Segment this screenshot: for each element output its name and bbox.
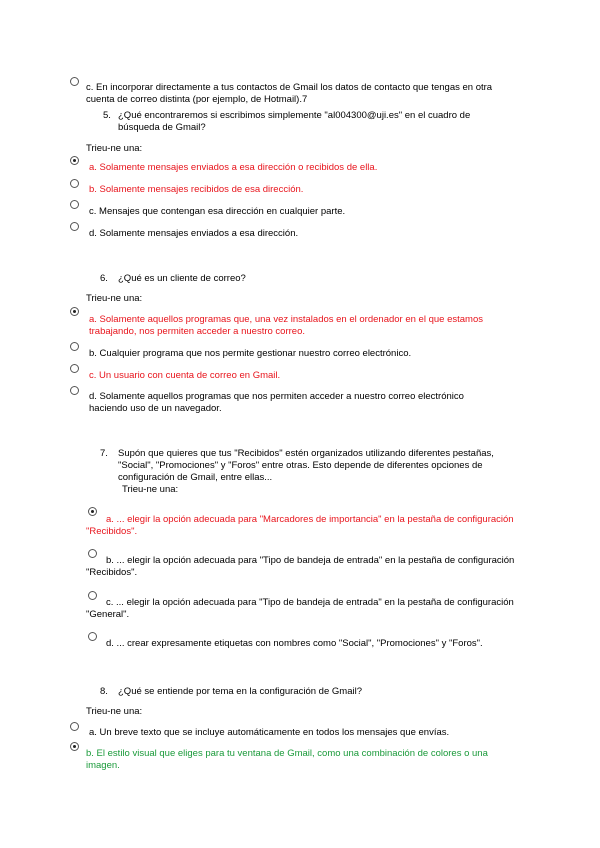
q8-radio-a[interactable] bbox=[70, 722, 79, 731]
q8-number: 8. bbox=[100, 686, 108, 697]
q5-radio-d[interactable] bbox=[70, 222, 79, 231]
q8-option-b: b. El estilo visual que eliges para tu ventana de Gmail, como una combinación de colores o una imagen. bbox=[86, 748, 488, 771]
q5-number: 5. bbox=[103, 110, 111, 121]
q6-radio-c[interactable] bbox=[70, 364, 79, 373]
q6-option-d: d. Solamente aquellos programas que nos permiten acceder a nuestro correo electrónico haciendo uso de un navegador. bbox=[89, 391, 464, 414]
q6-choose-label: Trieu-ne una: bbox=[86, 293, 143, 304]
q5-question: ¿Qué encontraremos si escribimos simplemente "al004300@uji.es" en el cuadro de búsqueda de Gmail? bbox=[118, 110, 471, 133]
q4-radio-c[interactable] bbox=[70, 77, 79, 86]
q5-radio-a[interactable] bbox=[70, 156, 79, 165]
q7-option-b: b. ... elegir la opción adecuada para "Tipo de bandeja de entrada" en la pestaña de configuración "Recibidos". bbox=[86, 555, 515, 578]
q6-number: 6. bbox=[100, 273, 108, 284]
q5-option-c: c. Mensajes que contengan esa dirección en cualquier parte. bbox=[89, 206, 346, 217]
q8-radio-b[interactable] bbox=[70, 742, 79, 751]
q5-option-a: a. Solamente mensajes enviados a esa dirección o recibidos de ella. bbox=[89, 162, 378, 173]
q8-option-a: a. Un breve texto que se incluye automáticamente en todos los mensajes que envías. bbox=[89, 727, 450, 738]
q5-radio-c[interactable] bbox=[70, 200, 79, 209]
q6-question: ¿Qué es un cliente de correo? bbox=[118, 273, 246, 284]
q4-option-c: c. En incorporar directamente a tus contactos de Gmail los datos de contacto que tengas en otra cuenta de correo distinta (por ejemplo, de Hotmail).7 bbox=[86, 82, 493, 105]
q5-choose-label: Trieu-ne una: bbox=[86, 143, 143, 154]
q6-radio-b[interactable] bbox=[70, 342, 79, 351]
q6-radio-a[interactable] bbox=[70, 307, 79, 316]
q7-choose-label: Trieu-ne una: bbox=[122, 484, 179, 495]
q8-choose-label: Trieu-ne una: bbox=[86, 706, 143, 717]
q7-question: Supón que quieres que tus "Recibidos" estén organizados utilizando diferentes pestañas, "Social", "Promociones" y "Foros" entre otras. Esto depende de diferentes opciones de configuración de Gmail, entre ellas... bbox=[118, 448, 494, 483]
q8-question: ¿Qué se entiende por tema en la configuración de Gmail? bbox=[118, 686, 362, 697]
q7-option-d: d. ... crear expresamente etiquetas con nombres como "Social", "Promociones" y "Foros". bbox=[106, 638, 483, 649]
q7-option-c: c. ... elegir la opción adecuada para "Tipo de bandeja de entrada" en la pestaña de configuración "General". bbox=[86, 597, 514, 620]
q5-radio-b[interactable] bbox=[70, 179, 79, 188]
q7-number: 7. bbox=[100, 448, 108, 459]
q7-option-a: a. ... elegir la opción adecuada para "Marcadores de importancia" en la pestaña de configuración "Recibidos". bbox=[86, 514, 514, 537]
q5-option-d: d. Solamente mensajes enviados a esa dirección. bbox=[89, 228, 299, 239]
q6-radio-d[interactable] bbox=[70, 386, 79, 395]
q5-option-b: b. Solamente mensajes recibidos de esa dirección. bbox=[89, 184, 304, 195]
q6-option-a: a. Solamente aquellos programas que, una vez instalados en el ordenador en el que estamos trabajando, nos permiten acceder a nuestro correo. bbox=[89, 314, 483, 337]
q6-option-c: c. Un usuario con cuenta de correo en Gmail. bbox=[89, 370, 281, 381]
q6-option-b: b. Cualquier programa que nos permite gestionar nuestro correo electrónico. bbox=[89, 348, 412, 359]
